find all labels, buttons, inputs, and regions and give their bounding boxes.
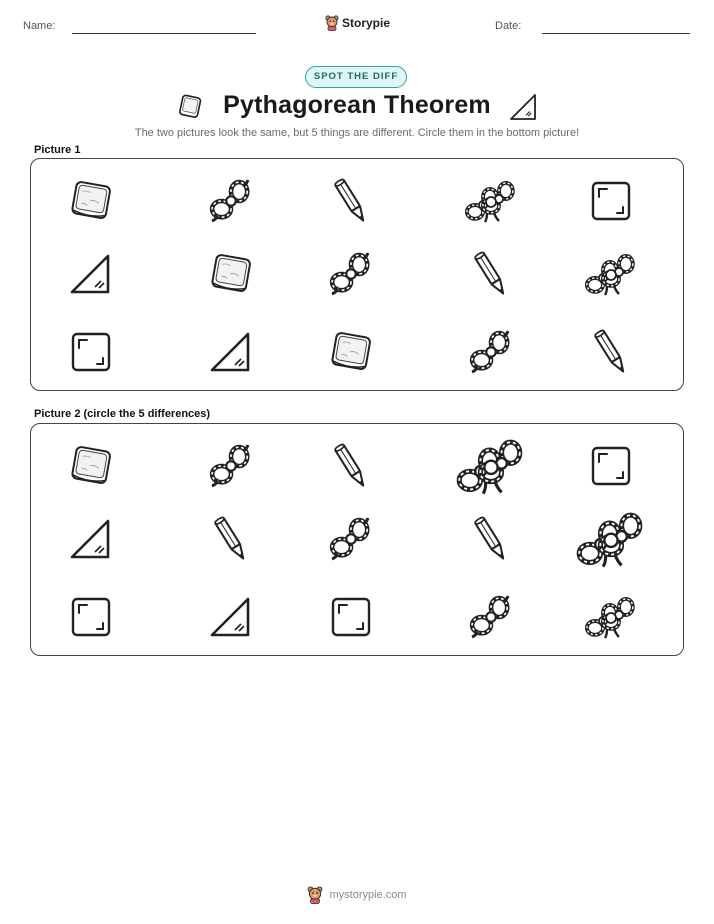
square-icon[interactable] <box>330 596 372 643</box>
bear-icon <box>325 15 339 31</box>
rope-icon <box>208 178 254 229</box>
rope-icon <box>468 329 514 380</box>
triangle-icon[interactable] <box>69 517 113 566</box>
page-title: Pythagorean Theorem <box>223 91 491 119</box>
instructions: The two pictures look the same, but 5 things are different. Circle them in the bottom picture! <box>134 127 580 139</box>
pencil-icon <box>591 327 631 382</box>
rope-icon[interactable] <box>208 443 254 494</box>
eraser-icon <box>68 179 114 228</box>
triangle-icon <box>508 92 538 122</box>
picture-2-panel[interactable] <box>30 423 684 656</box>
name-line[interactable] <box>72 33 256 34</box>
square-icon[interactable] <box>590 445 632 492</box>
eraser-icon[interactable] <box>68 444 114 493</box>
date-label: Date: <box>495 20 522 32</box>
bear-icon <box>307 886 323 904</box>
footer-url: mystorypie.com <box>329 889 407 901</box>
rope-bundle-large-icon[interactable] <box>455 437 527 500</box>
pencil-icon <box>331 176 371 231</box>
rope-bundle-icon[interactable] <box>584 595 638 644</box>
rope-icon <box>328 251 374 302</box>
brand-logo <box>325 14 390 32</box>
name-label: Name: <box>23 20 56 32</box>
date-line[interactable] <box>542 33 690 34</box>
square-icon <box>590 180 632 227</box>
triangle-icon <box>209 330 253 379</box>
eraser-icon <box>208 252 254 301</box>
picture-2-label: Picture 2 (circle the 5 differences) <box>34 408 211 420</box>
triangle-icon <box>69 252 113 301</box>
footer <box>0 886 714 904</box>
picture-1-label: Picture 1 <box>34 144 81 156</box>
spot-the-diff-badge: SPOT THE DIFF <box>305 66 407 88</box>
brand-name: Storypie <box>342 16 391 30</box>
rope-bundle-large-icon[interactable] <box>575 510 647 573</box>
rope-bundle-icon <box>584 252 638 301</box>
square-icon[interactable] <box>70 596 112 643</box>
eraser-icon <box>328 330 374 379</box>
picture-1-panel <box>30 158 684 391</box>
pencil-icon[interactable] <box>211 514 251 569</box>
pencil-icon <box>471 249 511 304</box>
rope-bundle-icon <box>464 179 518 228</box>
pencil-icon[interactable] <box>471 514 511 569</box>
pencil-icon[interactable] <box>331 441 371 496</box>
rope-icon[interactable] <box>328 516 374 567</box>
triangle-icon[interactable] <box>209 595 253 644</box>
rope-icon[interactable] <box>468 594 514 645</box>
square-icon <box>70 331 112 378</box>
